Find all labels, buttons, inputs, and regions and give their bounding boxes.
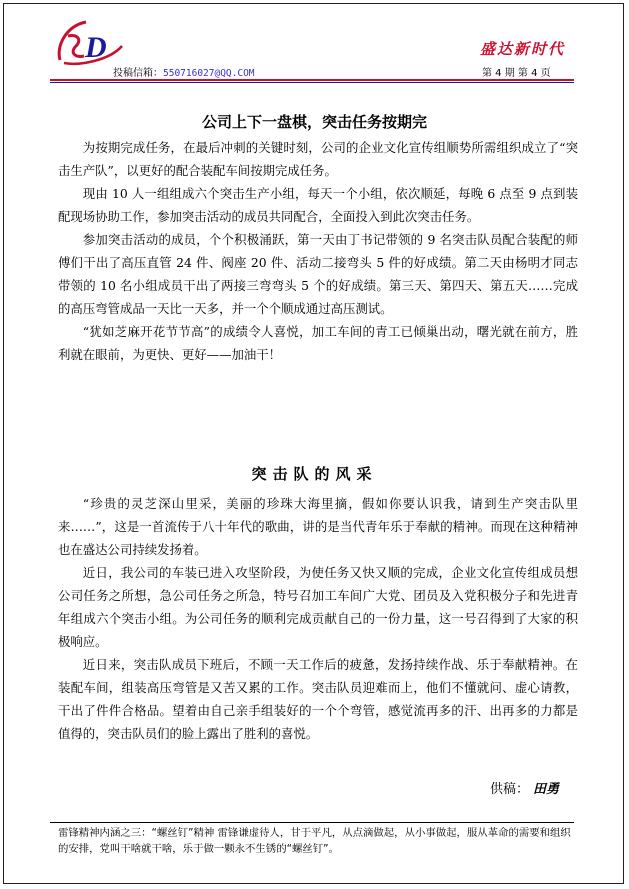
article2-paragraph: 近日来，突击队成员下班后，不顾一天工作后的疲惫，发扬持续作战、乐于奉献精神。在装配车间，组装高压弯管是又苦又累的工作。突击队员迎难而上，他们不懂就问、虚心请教，干出了件件合格品。望着由自己亲手组装好的一个个弯管，感觉流再多的汗、出再多的力都是值得的，突击队员们的脸上露出了胜利的喜悦。 [58, 657, 578, 741]
article1-title: 公司上下一盘棋，突击任务按期完 [201, 113, 427, 131]
svg-text:D: D [85, 31, 107, 64]
article1-paragraph: “犹如芝麻开花节节高”的成绩令人喜悦，加工车间的青工已倾巢出动，曙光就在前方，胜利就在眼前，为更快、更好——加油干！ [58, 324, 578, 362]
article2-signoff [490, 778, 559, 797]
header-divider-red [50, 79, 574, 81]
article1-paragraph: 现由 10 人一组组成六个突击生产小组，每天一个小组，依次顺延，每晚 6 点至 9 点到装配现场协助工作，参加突击活动的成员共同配合，全面投入到此次突击任务。 [58, 186, 578, 224]
signoff-label: 供稿： [489, 782, 529, 797]
article1-paragraph: 参加突击活动的成员，个个积极涌跃，第一天由丁书记带领的 9 名突击队员配合装配的师傅们干出了高压直管 24 件、阀座 20 件、活动二接弯头 5 件的好成绩。第二天由杨明才同志带领的 10 名小组成员干出了两接三弯弯头 5 个的好成绩。第三天、第四天、第五天……完成的高压弯管成品一天比一天多，并一个个顺成通过高压测试。 [58, 232, 578, 316]
article2-paragraph: 近日，我公司的车装已进入攻坚阶段，为使任务又快又顺的完成，企业文化宣传组成员想公司任务之所想，急公司任务之所急，特号召加工车间广大党、团员及入党积极分子和先进青年组成六个突击小组。为公司任务的顺利完成贡献自己的一份力量，这一号召得到了大家的积极响应。 [58, 565, 578, 649]
company-logo [52, 16, 127, 68]
contact-line [113, 64, 255, 79]
header-divider-blue [50, 82, 574, 83]
article1-paragraph: 为按期完成任务，在最后冲刺的关键时刻，公司的企业文化宣传组顺势所需组织成立了“突击生产队”，以更好的配合装配车间按期完成任务。 [58, 140, 578, 178]
article2-paragraph: “珍贵的灵芝深山里采，美丽的珍珠大海里摘，假如你要认识我，请到生产突击队里来……”，这是一首流传于八十年代的歌曲，讲的是当代青年乐于奉献的精神。而现在这种精神也在盛达公司持续发扬着。 [58, 496, 578, 557]
issue-page-number: 第 4 期 第 4 页 [482, 68, 551, 79]
footer-divider [50, 822, 574, 823]
article1-body [58, 136, 578, 366]
newsletter-brand: 盛达新时代 [480, 40, 566, 58]
article2-body [58, 492, 578, 745]
footer-motto: 雷锋精神内涵之三：“螺丝钉”精神 雷锋谦虚待人，甘于平凡，从点滴做起，从小事做起，服从革命的需要和组织的安排，党叫干啥就干啥，乐于做一颗永不生锈的“螺丝钉”。 [58, 827, 571, 855]
contact-label: 投稿信箱： [113, 68, 163, 79]
contact-email-link[interactable]: 550716027@QQ.COM [163, 68, 255, 79]
author-name: 田勇 [532, 782, 559, 797]
article2-title: 突击队的风采 [251, 465, 378, 483]
logo-text: SD [52, 16, 54, 17]
